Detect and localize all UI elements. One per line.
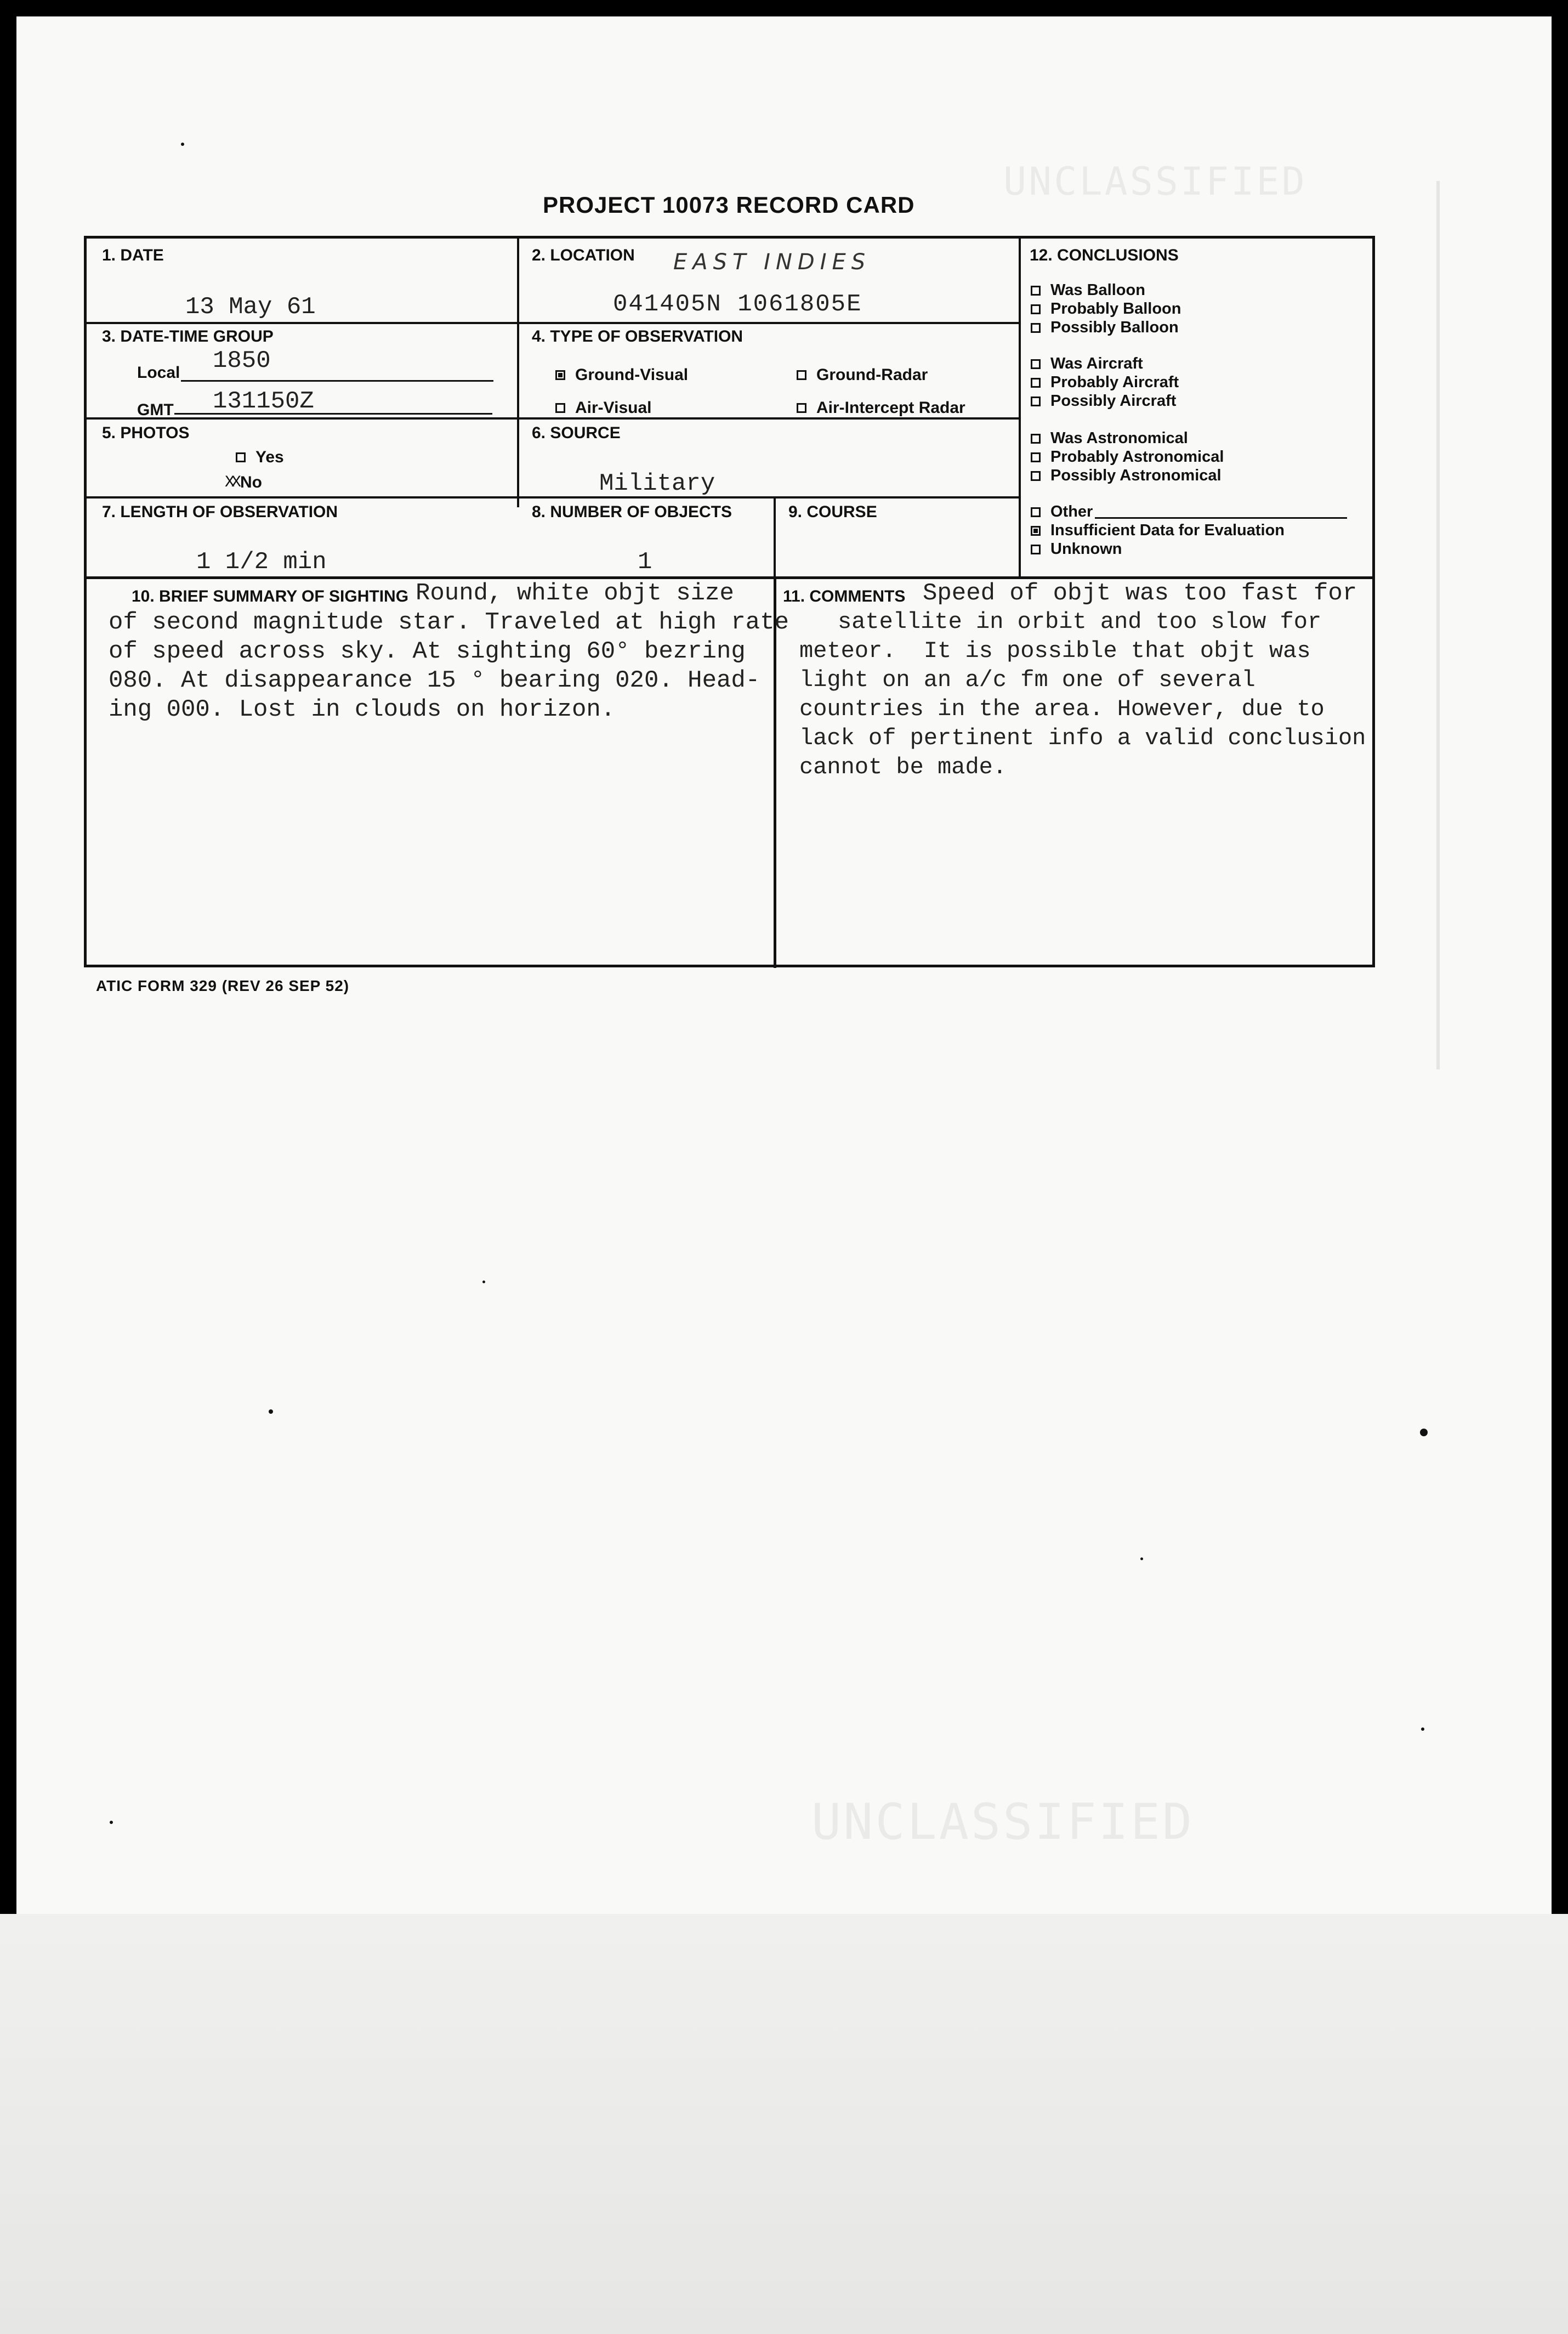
checkbox (1031, 545, 1041, 554)
checkbox-checked (1031, 526, 1041, 536)
conclusion-label: Probably Balloon (1050, 300, 1181, 318)
conclusion-item (1031, 319, 1179, 337)
conclusion-item (1031, 373, 1179, 392)
photos-no: XX No (225, 473, 263, 492)
length-value: 1 1/2 min (196, 548, 327, 576)
dtg-label: 3. DATE-TIME GROUP (102, 327, 274, 345)
scan-speck (181, 143, 184, 146)
location-handwritten: EAST INDIES (673, 250, 871, 275)
conclusion-item (1031, 448, 1224, 466)
checkbox (797, 403, 806, 413)
summary-line-3: of speed across sky. At sighting 60° bezring (109, 638, 746, 665)
length-label: 7. LENGTH OF OBSERVATION (102, 503, 338, 521)
comments-line-2: satellite in orbit and too slow for (838, 609, 1322, 635)
checkbox-checked (555, 370, 565, 380)
conclusion-label: Insufficient Data for Evaluation (1050, 522, 1285, 539)
location-coordinates: 041405N 1061805E (613, 291, 862, 318)
conclusion-item (1031, 281, 1145, 299)
source-label: 6. SOURCE (532, 424, 621, 442)
comments-line-7: cannot be made. (799, 754, 1007, 780)
conclusions-label: 12. CONCLUSIONS (1030, 246, 1179, 264)
conclusion-label: Probably Aircraft (1050, 373, 1179, 391)
typed-x-mark: XX (225, 473, 238, 492)
conclusion-item (1031, 522, 1285, 540)
objects-label: 8. NUMBER OF OBJECTS (532, 503, 732, 521)
record-card-form (84, 236, 1375, 967)
bleed-through-text-top: UNCLASSIFIED (1003, 159, 1307, 204)
conclusion-item (1031, 355, 1143, 373)
scan-speck (110, 1821, 113, 1824)
gmt-time-value: 131150Z (213, 388, 314, 415)
lower-paper-margin (0, 1914, 1568, 2334)
observation-label: 4. TYPE OF OBSERVATION (532, 327, 743, 345)
checkbox (1031, 359, 1041, 369)
checkbox (1031, 304, 1041, 314)
page-title: PROJECT 10073 RECORD CARD (543, 192, 915, 218)
conclusion-label: Possibly Aircraft (1050, 392, 1177, 410)
objects-value: 1 (638, 548, 652, 576)
checkbox (1031, 434, 1041, 444)
course-label: 9. COURSE (788, 503, 877, 521)
bleed-through-text: UNCLASSIFIED (811, 1793, 1195, 1851)
source-value: Military (599, 470, 715, 497)
summary-line-5: ing 000. Lost in clouds on horizon. (109, 696, 616, 723)
checkbox (555, 403, 565, 413)
checkbox (1031, 286, 1041, 296)
local-label: Local (137, 364, 180, 382)
conclusion-item (1031, 540, 1122, 558)
summary-line-1: Round, white objt size (416, 580, 734, 607)
scan-speck (269, 1409, 273, 1414)
summary-line-2: of second magnitude star. Traveled at high rate (109, 609, 789, 636)
comments-line-3: meteor. It is possible that objt was (799, 638, 1311, 664)
obs-ground-radar: Ground-Radar (797, 366, 928, 384)
checkbox (1031, 471, 1041, 481)
conclusion-item (1031, 503, 1347, 521)
photos-yes: Yes (236, 448, 284, 467)
scan-speck (1420, 1429, 1428, 1436)
checkbox (1031, 323, 1041, 333)
checkbox (1031, 396, 1041, 406)
comments-line-6: lack of pertinent info a valid conclusion (799, 725, 1366, 751)
comments-label: 11. COMMENTS (783, 587, 906, 605)
checkbox (797, 370, 806, 380)
date-value: 13 May 61 (185, 293, 316, 321)
other-underline (1095, 517, 1347, 519)
conclusion-label: Was Balloon (1050, 281, 1145, 299)
bleed-through-frame (1436, 181, 1440, 1069)
conclusion-label: Was Astronomical (1050, 429, 1188, 447)
conclusion-label: Unknown (1050, 540, 1122, 558)
checkbox (236, 452, 246, 462)
conclusion-item (1031, 300, 1181, 318)
checkbox (1031, 452, 1041, 462)
conclusion-item (1031, 429, 1188, 447)
summary-line-4: 080. At disappearance 15 ° bearing 020. Head- (109, 667, 760, 694)
scan-speck (1421, 1727, 1424, 1731)
local-time-value: 1850 (213, 347, 271, 375)
conclusion-item (1031, 467, 1222, 485)
form-number: ATIC FORM 329 (REV 26 SEP 52) (96, 977, 350, 994)
conclusion-label: Other (1050, 503, 1093, 520)
local-underline (181, 380, 493, 382)
date-label: 1. DATE (102, 246, 164, 264)
comments-line-4: light on an a/c fm one of several (799, 667, 1255, 693)
conclusion-item (1031, 392, 1176, 410)
conclusion-label: Was Aircraft (1050, 355, 1143, 372)
scan-speck (1140, 1557, 1143, 1560)
obs-air-intercept-radar: Air-Intercept Radar (797, 399, 965, 417)
location-label: 2. LOCATION (532, 246, 635, 264)
conclusion-label: Possibly Balloon (1050, 319, 1179, 336)
gmt-label: GMT (137, 401, 174, 419)
conclusion-label: Possibly Astronomical (1050, 467, 1222, 484)
comments-line-1: Speed of objt was too fast for (923, 580, 1357, 607)
photos-label: 5. PHOTOS (102, 424, 190, 442)
checkbox (1031, 507, 1041, 517)
summary-label: 10. BRIEF SUMMARY OF SIGHTING (132, 587, 409, 605)
checkbox (1031, 378, 1041, 388)
scan-speck (482, 1281, 485, 1283)
comments-line-5: countries in the area. However, due to (799, 696, 1325, 722)
conclusion-label: Probably Astronomical (1050, 448, 1224, 466)
obs-air-visual: Air-Visual (555, 399, 652, 417)
obs-ground-visual: Ground-Visual (555, 366, 688, 384)
